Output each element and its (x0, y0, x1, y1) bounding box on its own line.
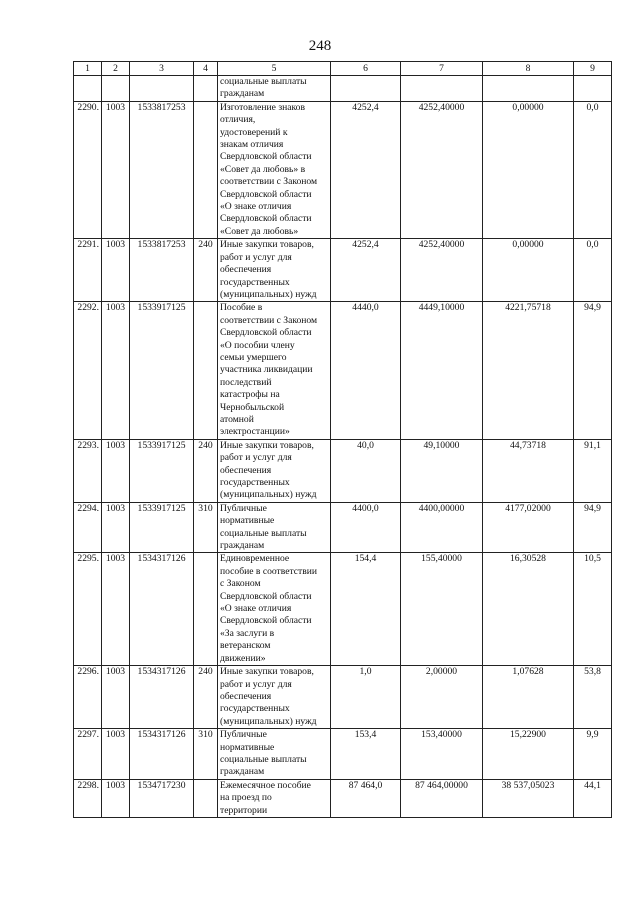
description-line: территории (220, 804, 268, 816)
target-code-cell: 1534317126 (130, 666, 194, 729)
percent-cell: 94,9 (574, 302, 612, 439)
description-line: движении» (220, 652, 266, 664)
row-number-cell: 2294. (74, 502, 102, 553)
percent-cell: 9,9 (574, 729, 612, 780)
row-number-cell: 2290. (74, 101, 102, 238)
expense-type-cell: 240 (194, 666, 218, 729)
description-line: участника ликвидации (220, 364, 313, 376)
table-row (74, 779, 612, 817)
refined-amount-cell: 4449,10000 (401, 302, 483, 439)
description-line: нормативные (220, 515, 275, 527)
section-code-cell: 1003 (102, 666, 130, 729)
table-row (74, 302, 612, 439)
expense-type-cell: 240 (194, 439, 218, 502)
approved-amount-cell: 154,4 (331, 553, 401, 666)
description-line: соответствии с Законом (220, 314, 318, 326)
description-line: Иные закупки товаров, (220, 239, 314, 251)
description-line: работ и услуг для (220, 251, 292, 263)
refined-amount-cell: 155,40000 (401, 553, 483, 666)
approved-amount-cell: 40,0 (331, 439, 401, 502)
section-code-cell: 1003 (102, 101, 130, 238)
table-body (74, 76, 612, 818)
description-line: Ежемесячное пособие (220, 779, 311, 791)
description-line: государственных (220, 703, 290, 715)
executed-amount-cell: 15,22900 (483, 729, 574, 780)
percent-cell: 44,1 (574, 779, 612, 817)
description-cell (218, 553, 331, 666)
description-line: Свердловской области (220, 590, 312, 602)
description-line: Свердловской области (220, 213, 312, 225)
description-line: удостоверений к (220, 126, 288, 138)
description-line: пособие в соответствии (220, 565, 318, 577)
description-line: Публичные (220, 729, 267, 741)
section-code-cell: 1003 (102, 239, 130, 302)
description-line: (муниципальных) нужд (220, 715, 317, 727)
table-row (74, 729, 612, 780)
table-row (74, 239, 612, 302)
description-cell (218, 779, 331, 817)
description-cell (218, 101, 331, 238)
page-number: 248 (308, 38, 332, 54)
description-line: (муниципальных) нужд (220, 489, 317, 501)
header-cell: 9 (574, 62, 612, 76)
expense-type-cell: 310 (194, 729, 218, 780)
description-line: гражданам (220, 88, 265, 100)
description-cell (218, 502, 331, 553)
approved-amount-cell: 4252,4 (331, 239, 401, 302)
section-code-cell: 1003 (102, 729, 130, 780)
table-row (74, 553, 612, 666)
description-line: «Совет да любовь» (220, 225, 299, 237)
section-code-cell: 1003 (102, 302, 130, 439)
section-code-cell: 1003 (102, 439, 130, 502)
refined-amount-cell: 4252,40000 (401, 101, 483, 238)
description-line: с Законом (220, 578, 261, 590)
expense-type-cell (194, 76, 218, 102)
approved-amount-cell: 4400,0 (331, 502, 401, 553)
refined-amount-cell (401, 76, 483, 102)
header-cell: 7 (401, 62, 483, 76)
refined-amount-cell: 153,40000 (401, 729, 483, 780)
description-line: Чернобыльской (220, 401, 285, 413)
description-line: государственных (220, 276, 290, 288)
description-line: отличия, (220, 114, 256, 126)
executed-amount-cell: 4177,02000 (483, 502, 574, 553)
description-line: социальные выплаты (220, 753, 307, 765)
description-line: работ и услуг для (220, 452, 292, 464)
table-row (74, 101, 612, 238)
approved-amount-cell (331, 76, 401, 102)
description-line: соответствии с Законом (220, 176, 318, 188)
header-cell: 8 (483, 62, 574, 76)
refined-amount-cell: 87 464,00000 (401, 779, 483, 817)
target-code-cell: 1534717230 (130, 779, 194, 817)
percent-cell: 53,8 (574, 666, 612, 729)
description-line: Иные закупки товаров, (220, 439, 314, 451)
description-line: Единовременное (220, 553, 290, 565)
row-number-cell: 2291. (74, 239, 102, 302)
row-number-cell: 2298. (74, 779, 102, 817)
description-line: обеспечения (220, 690, 272, 702)
description-line: «За заслуги в (220, 627, 275, 639)
target-code-cell: 1534317126 (130, 553, 194, 666)
description-line: ветеранском (220, 640, 271, 652)
description-line: гражданам (220, 540, 265, 552)
description-cell (218, 76, 331, 102)
refined-amount-cell: 2,00000 (401, 666, 483, 729)
header-cell: 1 (74, 62, 102, 76)
section-code-cell (102, 76, 130, 102)
row-number-cell (74, 76, 102, 102)
row-number-cell: 2292. (74, 302, 102, 439)
description-line: (муниципальных) нужд (220, 288, 317, 300)
percent-cell: 0,0 (574, 239, 612, 302)
description-line: Свердловской области (220, 615, 312, 627)
description-line: атомной (220, 413, 254, 425)
description-cell (218, 666, 331, 729)
target-code-cell: 1534317126 (130, 729, 194, 780)
description-cell (218, 239, 331, 302)
description-line: катастрофы на (220, 389, 280, 401)
section-code-cell: 1003 (102, 553, 130, 666)
executed-amount-cell: 38 537,05023 (483, 779, 574, 817)
description-line: Публичные (220, 502, 267, 514)
executed-amount-cell: 1,07628 (483, 666, 574, 729)
target-code-cell (130, 76, 194, 102)
section-code-cell: 1003 (102, 779, 130, 817)
description-cell (218, 302, 331, 439)
percent-cell: 10,5 (574, 553, 612, 666)
description-cell (218, 439, 331, 502)
description-line: «О знаке отличия (220, 603, 292, 615)
expense-type-cell (194, 101, 218, 238)
executed-amount-cell: 0,00000 (483, 239, 574, 302)
section-code-cell: 1003 (102, 502, 130, 553)
description-line: Свердловской области (220, 188, 312, 200)
percent-cell: 91,1 (574, 439, 612, 502)
description-cell (218, 729, 331, 780)
header-cell: 3 (130, 62, 194, 76)
refined-amount-cell: 4252,40000 (401, 239, 483, 302)
percent-cell: 0,0 (574, 101, 612, 238)
budget-table (73, 61, 612, 818)
target-code-cell: 1533917125 (130, 302, 194, 439)
description-line: обеспечения (220, 464, 272, 476)
approved-amount-cell: 4440,0 (331, 302, 401, 439)
description-line: «О пособии члену (220, 339, 295, 351)
row-number-cell: 2293. (74, 439, 102, 502)
description-line: электростанции» (220, 426, 290, 438)
row-number-cell: 2297. (74, 729, 102, 780)
approved-amount-cell: 4252,4 (331, 101, 401, 238)
percent-cell: 94,9 (574, 502, 612, 553)
expense-type-cell: 240 (194, 239, 218, 302)
description-line: «Совет да любовь» в (220, 163, 306, 175)
expense-type-cell (194, 302, 218, 439)
expense-type-cell: 310 (194, 502, 218, 553)
description-line: Изготовление знаков (220, 101, 306, 113)
description-line: обеспечения (220, 264, 272, 276)
executed-amount-cell: 4221,75718 (483, 302, 574, 439)
approved-amount-cell: 1,0 (331, 666, 401, 729)
description-line: «О знаке отличия (220, 201, 292, 213)
table-row (74, 502, 612, 553)
header-cell: 2 (102, 62, 130, 76)
description-line: государственных (220, 477, 290, 488)
description-line: Свердловской области (220, 327, 312, 339)
target-code-cell: 1533917125 (130, 502, 194, 553)
description-line: последствий (220, 376, 272, 388)
description-line: на проезд по (220, 792, 272, 804)
table-row (74, 439, 612, 502)
description-line: Пособие в (220, 302, 263, 314)
description-line: Свердловской области (220, 151, 312, 163)
header-row (74, 62, 612, 76)
header-cell: 5 (218, 62, 331, 76)
description-line: нормативные (220, 741, 275, 753)
description-line: социальные выплаты (220, 527, 307, 539)
approved-amount-cell: 87 464,0 (331, 779, 401, 817)
expense-type-cell (194, 779, 218, 817)
executed-amount-cell: 0,00000 (483, 101, 574, 238)
table-row (74, 76, 612, 102)
row-number-cell: 2296. (74, 666, 102, 729)
description-line: гражданам (220, 766, 265, 778)
description-line: работ и услуг для (220, 678, 292, 690)
description-line: семьи умершего (220, 351, 287, 363)
description-line: социальные выплаты (220, 76, 307, 87)
percent-cell (574, 76, 612, 102)
executed-amount-cell (483, 76, 574, 102)
executed-amount-cell: 16,30528 (483, 553, 574, 666)
row-number-cell: 2295. (74, 553, 102, 666)
expense-type-cell (194, 553, 218, 666)
target-code-cell: 1533817253 (130, 239, 194, 302)
target-code-cell: 1533917125 (130, 439, 194, 502)
target-code-cell: 1533817253 (130, 101, 194, 238)
header-cell: 6 (331, 62, 401, 76)
description-line: Иные закупки товаров, (220, 666, 314, 678)
table-row (74, 666, 612, 729)
refined-amount-cell: 49,10000 (401, 439, 483, 502)
approved-amount-cell: 153,4 (331, 729, 401, 780)
refined-amount-cell: 4400,00000 (401, 502, 483, 553)
header-cell: 4 (194, 62, 218, 76)
executed-amount-cell: 44,73718 (483, 439, 574, 502)
description-line: знакам отличия (220, 139, 284, 151)
